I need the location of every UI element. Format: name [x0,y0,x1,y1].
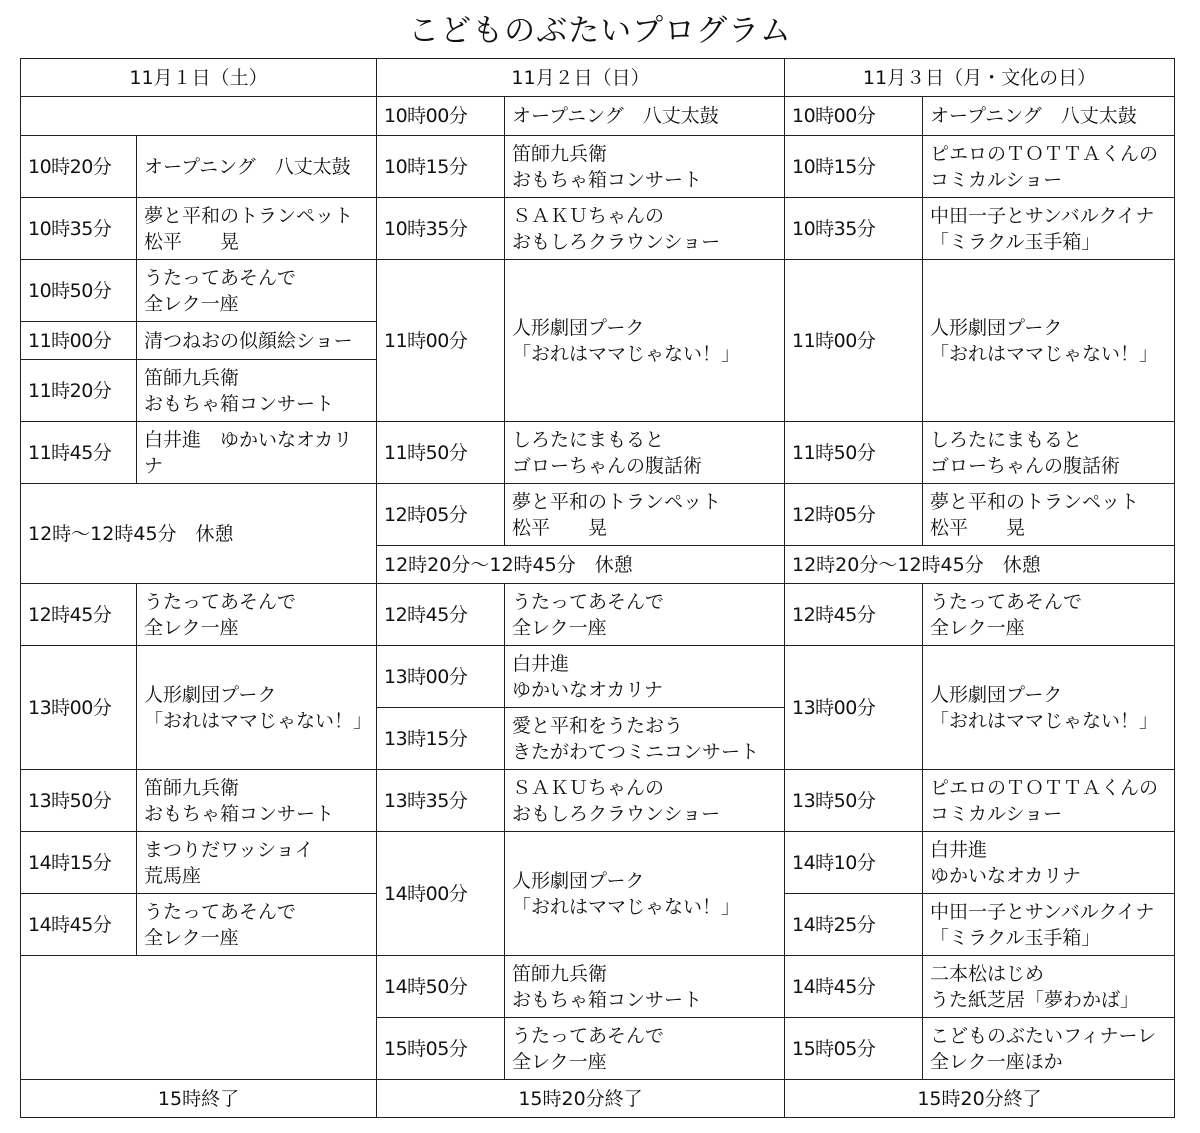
program-title: うたってあそんで [144,590,297,613]
time-cell: 12時45分 [21,584,137,646]
program-cell [137,422,377,484]
program-cell [505,422,785,484]
program-title: 中田一子とサンバルクイナ [930,204,1155,227]
program-subtitle: 「ミラクル玉手箱」 [930,926,1101,949]
program-title: 人形劇団プーク [512,869,645,892]
program-cell [505,484,785,546]
program-title: 白井進 [512,652,570,675]
end-time-cell: 15時終了 [21,1080,377,1118]
program-cell [505,708,785,770]
program-subtitle: コミカルショー [930,168,1063,191]
page-title: こどものぶたいプログラム [408,13,792,49]
program-subtitle: ゆかいなオカリナ [930,864,1082,887]
program-title: ＳＡＫＵちゃんの [512,204,665,227]
program-title: 愛と平和をうたおう [512,714,684,737]
program-cell [137,260,377,322]
program-cell [505,956,785,1018]
program-subtitle: 松平 晃 [512,516,608,539]
time-cell: 10時35分 [377,198,505,260]
table-row [21,422,1175,484]
program-title: うたってあそんで [512,1024,665,1047]
program-title: オープニング 八丈太鼓 [512,105,719,127]
time-cell: 10時20分 [21,136,137,198]
program-cell [923,894,1175,956]
end-time-cell: 15時20分終了 [377,1080,785,1118]
time-cell: 13時35分 [377,770,505,832]
program-subtitle: 荒馬座 [144,864,202,887]
time-cell: 14時25分 [785,894,923,956]
program-cell [505,260,785,422]
table-row [21,260,1175,322]
program-subtitle: 全レク一座 [512,1050,607,1073]
program-subtitle: 松平 晃 [144,230,240,253]
program-title: しろたにまもると [930,428,1083,451]
program-subtitle: 全レク一座 [512,616,607,639]
program-cell [137,198,377,260]
program-cell [923,770,1175,832]
program-subtitle: 全レク一座 [930,616,1025,639]
time-cell: 14時45分 [21,894,137,956]
program-title: 中田一子とサンバルクイナ [930,900,1155,923]
time-cell: 10時15分 [377,136,505,198]
day-header: 11月２日（日） [377,59,785,97]
program-title: 夢と平和のトランペット [512,490,722,513]
time-cell: 11時00分 [785,260,923,422]
time-cell: 10時35分 [785,198,923,260]
program-cell [505,646,785,708]
time-cell: 15時05分 [785,1018,923,1080]
empty-cell [21,956,377,1080]
program-subtitle: 全レク一座ほか [930,1050,1063,1073]
table-row [21,484,1175,546]
table-row [21,97,1175,136]
program-cell [923,97,1175,136]
program-cell [923,832,1175,894]
program-cell [137,770,377,832]
program-title: 清つねおの似顔絵ショー [144,329,353,352]
table-row [21,198,1175,260]
table-row [21,136,1175,198]
header-row [21,59,1175,97]
time-cell: 11時00分 [377,260,505,422]
program-cell [505,584,785,646]
time-cell: 11時00分 [21,322,137,360]
time-cell: 11時20分 [21,360,137,422]
program-title: こどものぶたいフィナーレ [930,1024,1157,1047]
day-header: 11月３日（月・文化の日） [785,59,1175,97]
program-title: 人形劇団プーク [930,683,1063,706]
time-cell: 10時50分 [21,260,137,322]
program-cell [137,136,377,198]
program-cell [923,956,1175,1018]
program-title: 夢と平和のトランペット [930,490,1140,513]
program-title: 人形劇団プーク [512,316,645,339]
program-subtitle: おもしろクラウンショー [512,802,721,825]
program-cell [923,646,1175,770]
table-row [21,646,1175,708]
table-row [21,956,1175,1018]
time-cell: 14時10分 [785,832,923,894]
program-title: ピエロのＴＯＴＴＡくんの [930,142,1159,165]
program-cell [923,260,1175,422]
program-title: しろたにまもると [512,428,665,451]
program-cell [923,136,1175,198]
time-cell: 11時50分 [377,422,505,484]
program-title: オープニング 八丈太鼓 [144,155,351,178]
program-title: うたってあそんで [144,900,297,923]
program-subtitle: 「おれはママじゃない！」 [144,709,373,732]
time-cell: 13時50分 [21,770,137,832]
program-cell [923,422,1175,484]
day-header: 11月１日（土） [21,59,377,97]
program-title: 夢と平和のトランペット [144,204,354,227]
time-cell: 10時00分 [785,97,923,136]
program-subtitle: 全レク一座 [144,292,239,315]
program-title: 笛師九兵衛 [144,776,240,799]
program-subtitle: きたがわてつミニコンサート [512,740,760,763]
program-subtitle: 松平 晃 [930,516,1026,539]
program-cell [137,322,377,360]
time-cell: 15時05分 [377,1018,505,1080]
time-cell: 13時00分 [21,646,137,770]
end-row [21,1080,1175,1118]
end-time-cell: 15時20分終了 [785,1080,1175,1118]
break-cell: 12時20分～12時45分 休憩 [377,546,785,584]
time-cell: 11時45分 [21,422,137,484]
table-row [21,832,1175,894]
program-cell [505,1018,785,1080]
program-cell [137,646,377,770]
time-cell: 12時05分 [785,484,923,546]
program-subtitle: ナ [144,454,164,477]
program-title: 人形劇団プーク [930,316,1063,339]
time-cell: 10時35分 [21,198,137,260]
program-cell [505,832,785,956]
program-title: まつりだワッショイ [144,838,314,861]
time-cell: 12時45分 [377,584,505,646]
program-title: 笛師九兵衛 [144,366,240,389]
program-cell [137,832,377,894]
time-cell: 13時00分 [377,646,505,708]
program-schedule-table [20,58,1175,1118]
table-row [21,584,1175,646]
table-row [21,770,1175,832]
program-subtitle: 「ミラクル玉手箱」 [930,230,1101,253]
time-cell: 10時15分 [785,136,923,198]
program-subtitle: ゆかいなオカリナ [512,678,664,701]
empty-cell [21,97,377,136]
program-cell [505,770,785,832]
program-cell [923,1018,1175,1080]
time-cell: 14時50分 [377,956,505,1018]
program-title: 笛師九兵衛 [512,142,608,165]
program-title: 人形劇団プーク [144,683,277,706]
time-cell: 11時50分 [785,422,923,484]
time-cell: 14時45分 [785,956,923,1018]
program-subtitle: ゴローちゃんの腹話術 [930,454,1121,477]
program-cell [137,584,377,646]
time-cell: 10時00分 [377,97,505,136]
program-title: うたってあそんで [144,266,297,289]
program-title: 白井進 [930,838,988,861]
break-cell: 12時20分～12時45分 休憩 [785,546,1175,584]
program-cell [137,360,377,422]
program-subtitle: コミカルショー [930,802,1063,825]
program-subtitle: おもちゃ箱コンサート [512,988,703,1011]
time-cell: 12時45分 [785,584,923,646]
program-subtitle: 「おれはママじゃない！」 [930,709,1159,732]
program-cell [137,894,377,956]
break-cell: 12時～12時45分 休憩 [21,484,377,584]
time-cell: 14時15分 [21,832,137,894]
program-cell [923,584,1175,646]
program-subtitle: 「おれはママじゃない！」 [512,342,741,365]
program-subtitle: おもしろクラウンショー [512,230,721,253]
program-subtitle: うた紙芝居「夢わかば」 [930,988,1140,1011]
program-subtitle: おもちゃ箱コンサート [144,802,335,825]
program-subtitle: おもちゃ箱コンサート [512,168,703,191]
time-cell: 13時50分 [785,770,923,832]
time-cell: 14時00分 [377,832,505,956]
program-title: 白井進 ゆかいなオカリ [144,428,353,451]
time-cell: 12時05分 [377,484,505,546]
program-cell [505,198,785,260]
program-cell [505,136,785,198]
time-cell: 13時00分 [785,646,923,770]
program-subtitle: ゴローちゃんの腹話術 [512,454,703,477]
program-cell [505,97,785,136]
program-cell [923,198,1175,260]
program-title: うたってあそんで [930,590,1083,613]
program-title: ＳＡＫＵちゃんの [512,776,665,799]
program-subtitle: 全レク一座 [144,616,239,639]
program-title: オープニング 八丈太鼓 [930,105,1137,127]
program-cell [923,484,1175,546]
program-title: 笛師九兵衛 [512,962,608,985]
program-subtitle: 「おれはママじゃない！」 [930,342,1159,365]
time-cell: 13時15分 [377,708,505,770]
program-subtitle: 「おれはママじゃない！」 [512,895,741,918]
program-title: 二本松はじめ [930,962,1045,985]
program-title: うたってあそんで [512,590,665,613]
program-title: ピエロのＴＯＴＴＡくんの [930,776,1159,799]
program-subtitle: 全レク一座 [144,926,239,949]
program-subtitle: おもちゃ箱コンサート [144,392,335,415]
